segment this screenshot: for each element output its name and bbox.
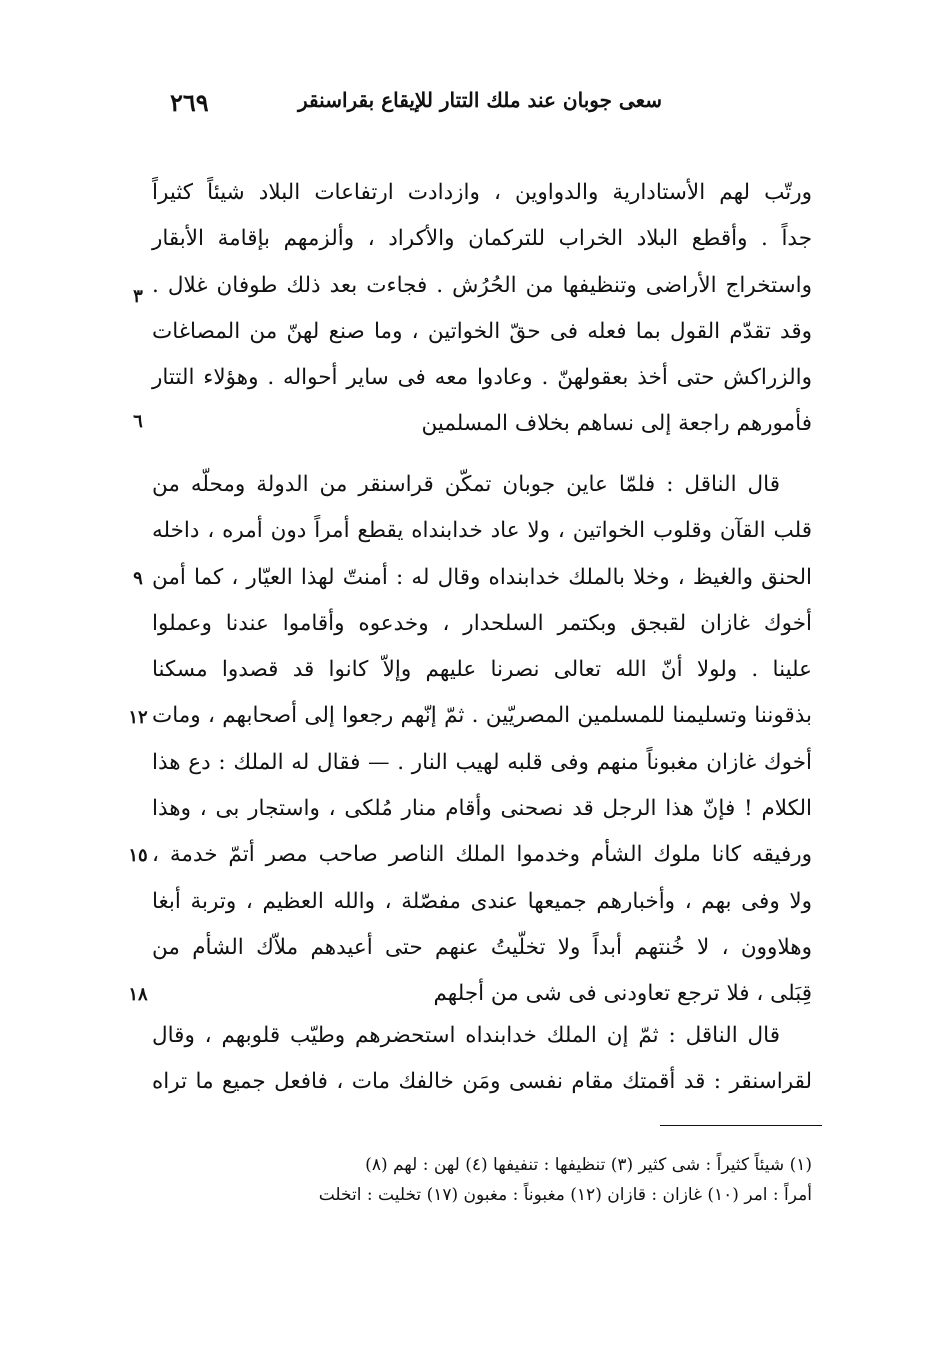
text-line: والزراكش حتى أخذ بعقولهنّ . وعادوا معه فى ساير أحواله . وهؤلاء التتار (152, 365, 812, 391)
text-line: قِبَلى ، فلا ترجع تعاودنى فى شى من أجلهم (433, 981, 812, 1007)
line-number: ٩ (133, 568, 143, 589)
text-line: أخوك غازان مغبوناً منهم وفى قلبه لهيب النار . — فقال له الملك : دع هذا (152, 749, 812, 775)
footnote-line: أمراً : امر (١٠) غازان : قازان (١٢) مغبوناً : مغبون (١٧) تخليت : اتخلت (318, 1185, 812, 1205)
footnote-line: (١) شيئاً كثيراً : شى كثير (٣) تنظيفها : تنفيفها (٤) لهن : لهم (٨) (365, 1155, 812, 1175)
text-line: ورفيقه كانا ملوك الشأم وخدموا الملك الناصر صاحب مصر أتمّ خدمة ، (152, 842, 812, 868)
footnotes (152, 1150, 812, 1210)
text-line: وهلاوون ، لا خُنتهم أبداً ولا تخلّيتُ عنهم حتى أعيدهم ملاّك الشأم من (152, 934, 812, 960)
line-number: ١٥ (128, 845, 148, 866)
text-line: جداً . وأقطع البلاد الخراب للتركمان والأكراد ، وألزمهم بإقامة الأبقار (152, 226, 812, 252)
paragraph-1 (152, 170, 812, 448)
paragraph-3 (152, 1013, 812, 1106)
text-line: وقد تقدّم القول بما فعله فى حقّ الخواتين ، وما صنع لهنّ من المصاغات (152, 318, 812, 344)
text-line: الحنق والغيظ ، وخلا بالملك خدابنداه وقال له : أمنتّ لهذا العيّار ، كما أمن (152, 564, 812, 590)
text-line: واستخراج الأراضى وتنظيفها من الحُرُش . فجاءت بعد ذلك طوفان غلال . (152, 272, 812, 298)
text-line: لقراسنقر : قد أقمتك مقام نفسى ومَن خالفك مات ، فافعل جميع ما تراه (152, 1069, 812, 1095)
line-number: ٦ (133, 411, 143, 432)
text-line: فأمورهم راجعة إلى نساهم بخلاف المسلمين (421, 411, 812, 437)
paragraph-2 (152, 462, 812, 1018)
text-line: أخوك غازان لقبجق وبكتمر السلحدار ، وخدعوه وأقاموا عندنا وعملوا (152, 610, 812, 636)
line-number: ٣ (133, 286, 143, 307)
line-number: ١٢ (128, 707, 148, 728)
page-number: ٢٦٩ (170, 88, 209, 117)
text-line: الكلام ! فإنّ هذا الرجل قد نصحنى وأقام منار مُلكى ، واستجار بى ، وهذا (152, 796, 812, 822)
text-line: قال الناقل : فلمّا عاين جوبان تمكّن قراسنقر من الدولة ومحلّه من (152, 472, 780, 497)
text-line: ولا وفى بهم ، وأخبارهم جميعها عندى مفصّلة ، والله العظيم ، وتربة أبغا (152, 888, 812, 914)
running-header-title: سعى جوبان عند ملك التتار للإيقاع بقراسنقر (298, 88, 662, 112)
line-number: ١٨ (128, 984, 148, 1005)
text-line: قال الناقل : ثمّ إن الملك خدابنداه استحضرهم وطيّب قلوبهم ، وقال (152, 1023, 780, 1048)
text-line: قلب القآن وقلوب الخواتين ، ولا عاد خدابنداه يقطع أمراً دون أمره ، داخله (152, 518, 812, 544)
text-line: بذقوننا وتسليمنا للمسلمين المصريّين . ثمّ إنّهم رجعوا إلى أصحابهم ، ومات (152, 703, 812, 729)
text-line: ورتّب لهم الأستادارية والدواوين ، وازدادت ارتفاعات البلاد شيئاً كثيراً (152, 180, 812, 205)
footnote-divider (660, 1125, 822, 1126)
text-line: علينا . ولولا أنّ الله تعالى نصرنا عليهم وإلاّ كانوا قد قصدوا مسكنا (152, 657, 812, 683)
